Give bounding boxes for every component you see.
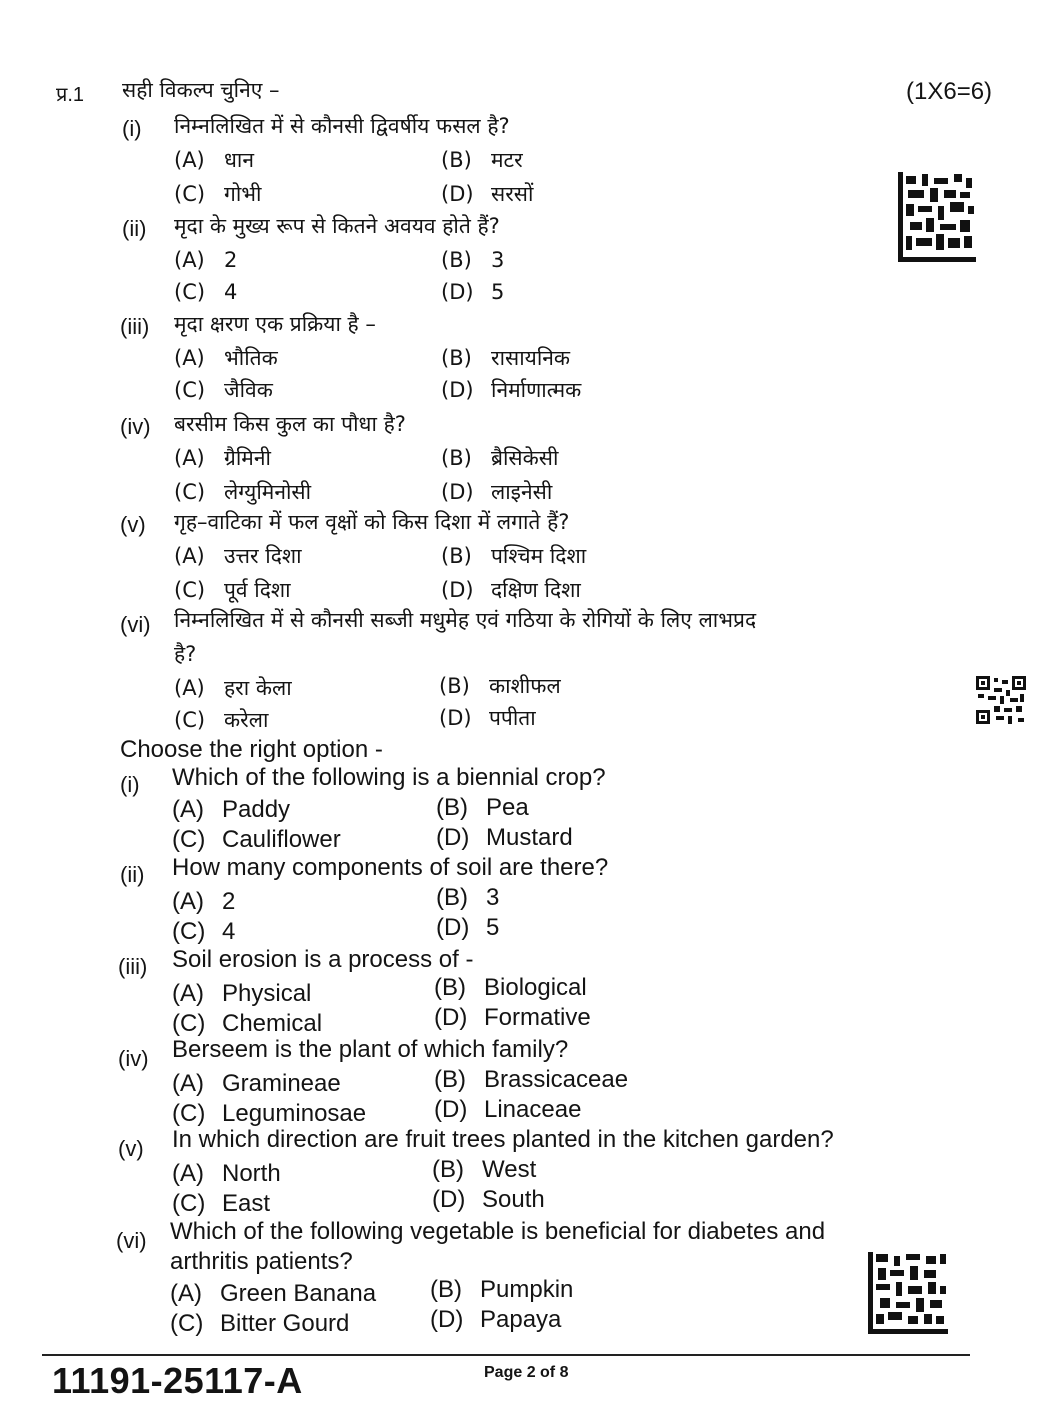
english-q1-option-c <box>172 826 341 854</box>
option-text: Pumpkin <box>480 1276 574 1303</box>
option-label: (A) <box>174 248 205 272</box>
qr-code-right <box>976 676 1026 724</box>
option-label: (A) <box>174 446 205 470</box>
english-q4-option-a <box>172 1070 341 1098</box>
english-q3-option-b <box>434 974 587 1002</box>
option-text: Linaceae <box>484 1096 582 1123</box>
option-text: Leguminosae <box>222 1100 367 1127</box>
english-q6-text: Which of the following vegetable is beneficial for diabetes and <box>170 1218 826 1245</box>
option-text: पपीता <box>489 706 536 730</box>
option-label: (D) <box>441 480 474 504</box>
hindi-q5-option-c <box>174 576 291 604</box>
hindi-q6-option-c <box>174 706 268 734</box>
option-label: (B) <box>441 544 472 568</box>
hindi-q4-option-b <box>441 444 558 472</box>
option-text: उत्तर दिशा <box>224 544 302 568</box>
option-text: 3 <box>491 248 505 272</box>
english-q5-option-c <box>172 1190 270 1218</box>
option-text: जैविक <box>224 378 273 402</box>
english-q5-option-a <box>172 1160 281 1188</box>
option-label: (B) <box>434 974 466 1001</box>
datamatrix-code-top <box>898 172 976 262</box>
hindi-q5-option-d <box>441 576 581 604</box>
option-label: (D) <box>434 1004 468 1031</box>
hindi-q1-option-d <box>441 180 533 208</box>
option-label: (D) <box>436 824 470 851</box>
option-label: (A) <box>172 980 204 1007</box>
question-number: प्र.1 <box>56 84 85 106</box>
english-q2-option-a <box>172 888 235 916</box>
hindi-q6-option-a <box>174 674 292 702</box>
option-text: 4 <box>224 280 238 304</box>
option-text: Formative <box>484 1004 591 1031</box>
english-q6-option-c <box>170 1310 349 1338</box>
paper-code: 11191-25117-A <box>52 1360 303 1401</box>
hindi-instruction: सही विकल्प चुनिए – <box>122 78 280 102</box>
option-label: (D) <box>434 1096 468 1123</box>
hindi-q2-option-b <box>441 248 504 272</box>
hindi-q3-number: (iii) <box>120 314 150 339</box>
english-q2-text: How many components of soil are there? <box>172 854 609 881</box>
english-q6-text-continued: arthritis patients? <box>170 1248 353 1275</box>
hindi-q3-option-b <box>441 344 570 372</box>
option-label: (B) <box>434 1066 466 1093</box>
option-label: (C) <box>172 918 206 945</box>
option-text: East <box>222 1190 271 1217</box>
english-q2-option-d <box>436 914 499 942</box>
english-instruction: Choose the right option - <box>120 736 383 763</box>
option-text: Mustard <box>486 824 573 851</box>
hindi-q5-number: (v) <box>120 512 146 537</box>
hindi-q1-option-c <box>174 180 261 208</box>
hindi-q6-number: (vi) <box>120 612 151 637</box>
option-label: (C) <box>174 280 206 304</box>
option-label: (A) <box>174 346 205 370</box>
option-text: Biological <box>484 974 587 1001</box>
hindi-q2-text: मृदा के मुख्य रूप से कितने अवयव होते हैं? <box>174 214 500 238</box>
hindi-q4-option-a <box>174 444 271 472</box>
option-label: (D) <box>430 1306 464 1333</box>
option-text: Green Banana <box>220 1280 377 1307</box>
option-label: (C) <box>174 480 206 504</box>
option-label: (D) <box>439 706 472 730</box>
option-text: लाइनेसी <box>491 480 553 504</box>
option-label: (C) <box>174 378 206 402</box>
option-label: (A) <box>174 148 205 172</box>
hindi-q4-option-d <box>441 478 552 506</box>
option-label: (B) <box>436 884 468 911</box>
hindi-q4-text: बरसीम किस कुल का पौधा है? <box>174 412 406 436</box>
hindi-q3-option-a <box>174 344 278 372</box>
option-label: (C) <box>174 182 206 206</box>
option-text: पूर्व दिशा <box>224 578 291 602</box>
option-text: Brassicaceae <box>484 1066 629 1093</box>
page-number: Page 2 of 8 <box>484 1364 569 1381</box>
option-text: 5 <box>491 280 505 304</box>
english-q3-option-c <box>172 1010 322 1038</box>
option-label: (B) <box>430 1276 462 1303</box>
option-label: (B) <box>441 148 472 172</box>
option-label: (B) <box>432 1156 464 1183</box>
english-q4-option-b <box>434 1066 628 1094</box>
option-label: (D) <box>441 182 474 206</box>
option-text: Physical <box>222 980 312 1007</box>
option-text: North <box>222 1160 281 1187</box>
hindi-q4-option-c <box>174 478 311 506</box>
option-label: (C) <box>172 1010 206 1037</box>
footer-divider <box>42 1354 970 1356</box>
english-q3-number: (iii) <box>118 954 148 979</box>
option-text: 5 <box>486 914 500 941</box>
option-text: सरसों <box>491 182 534 206</box>
option-label: (C) <box>172 1100 206 1127</box>
option-label: (B) <box>441 446 472 470</box>
option-text: भौतिक <box>224 346 278 370</box>
english-q1-option-a <box>172 796 290 824</box>
option-text: Bitter Gourd <box>220 1310 350 1337</box>
english-q4-option-c <box>172 1100 366 1128</box>
english-q1-text: Which of the following is a biennial crop? <box>172 764 606 791</box>
hindi-q6-option-d <box>439 704 536 732</box>
option-text: Pea <box>486 794 529 821</box>
option-label: (B) <box>439 674 470 698</box>
option-text: 4 <box>222 918 236 945</box>
english-q2-option-b <box>436 884 499 912</box>
option-label: (B) <box>436 794 468 821</box>
hindi-q3-option-d <box>441 376 581 404</box>
option-text: Paddy <box>222 796 291 823</box>
hindi-q1-number: (i) <box>122 116 142 141</box>
datamatrix-code-bottom <box>868 1252 948 1334</box>
option-text: ग्रैमिनी <box>224 446 271 470</box>
option-label: (C) <box>174 708 206 732</box>
english-q3-option-d <box>434 1004 591 1032</box>
option-text: South <box>482 1186 545 1213</box>
english-q4-number: (iv) <box>118 1046 149 1071</box>
option-text: Gramineae <box>222 1070 341 1097</box>
option-label: (A) <box>174 544 205 568</box>
option-label: (A) <box>172 796 204 823</box>
option-text: लेग्युमिनोसी <box>224 480 312 504</box>
hindi-q6-text-continued: है? <box>174 642 197 666</box>
option-label: (D) <box>441 280 474 304</box>
option-label: (C) <box>174 578 206 602</box>
hindi-q2-option-a <box>174 248 237 272</box>
option-label: (B) <box>441 248 472 272</box>
option-label: (C) <box>170 1310 204 1337</box>
english-q1-number: (i) <box>120 772 140 797</box>
hindi-q2-option-c <box>174 280 237 304</box>
option-text: 3 <box>486 884 500 911</box>
option-label: (A) <box>172 1160 204 1187</box>
hindi-q1-option-b <box>441 146 523 174</box>
option-text: Papaya <box>480 1306 562 1333</box>
option-text: करेला <box>224 708 269 732</box>
option-text: Chemical <box>222 1010 323 1037</box>
option-text: काशीफल <box>489 674 561 698</box>
english-q6-option-a <box>170 1280 376 1308</box>
hindi-q3-text: मृदा क्षरण एक प्रक्रिया है – <box>174 312 376 336</box>
option-label: (D) <box>432 1186 466 1213</box>
option-text: ब्रैसिकेसी <box>491 446 559 470</box>
option-label: (D) <box>441 378 474 402</box>
english-q6-number: (vi) <box>116 1228 147 1253</box>
option-text: रासायनिक <box>491 346 571 370</box>
option-text: Cauliflower <box>222 826 341 853</box>
hindi-q5-option-a <box>174 542 302 570</box>
option-text: 2 <box>222 888 236 915</box>
option-text: मटर <box>491 148 523 172</box>
hindi-q5-option-b <box>441 542 586 570</box>
english-q3-option-a <box>172 980 311 1008</box>
option-text: 2 <box>224 248 238 272</box>
english-q6-option-b <box>430 1276 573 1304</box>
hindi-q2-number: (ii) <box>122 216 147 241</box>
english-q5-text: In which direction are fruit trees planted in the kitchen garden? <box>172 1126 834 1153</box>
option-label: (A) <box>170 1280 202 1307</box>
hindi-q5-text: गृह–वाटिका में फल वृक्षों को किस दिशा में लगाते हैं? <box>174 510 570 534</box>
english-q1-option-b <box>436 794 529 822</box>
english-q2-number: (ii) <box>120 862 145 887</box>
marks-label: (1X6=6) <box>906 78 993 105</box>
option-text: निर्माणात्मक <box>491 378 582 402</box>
option-text: हरा केला <box>224 676 292 700</box>
option-label: (C) <box>172 1190 206 1217</box>
english-q6-option-d <box>430 1306 561 1334</box>
option-text: धान <box>224 148 255 172</box>
english-q5-option-b <box>432 1156 536 1184</box>
option-text: दक्षिण दिशा <box>491 578 581 602</box>
hindi-q1-text: निम्नलिखित में से कौनसी द्विवर्षीय फसल है? <box>174 114 510 138</box>
option-label: (A) <box>172 1070 204 1097</box>
hindi-q6-option-b <box>439 672 561 700</box>
option-text: गोभी <box>224 182 262 206</box>
option-label: (D) <box>436 914 470 941</box>
hindi-q6-text: निम्नलिखित में से कौनसी सब्जी मधुमेह एवं गठिया के रोगियों के लिए लाभप्रद <box>174 608 757 632</box>
option-label: (A) <box>174 676 205 700</box>
option-label: (D) <box>441 578 474 602</box>
option-text: पश्चिम दिशा <box>491 544 587 568</box>
english-q4-option-d <box>434 1096 581 1124</box>
hindi-q2-option-d <box>441 280 504 304</box>
english-q3-text: Soil erosion is a process of - <box>172 946 474 973</box>
english-q1-option-d <box>436 824 573 852</box>
hindi-q4-number: (iv) <box>120 414 151 439</box>
english-q4-text: Berseem is the plant of which family? <box>172 1036 569 1063</box>
english-q2-option-c <box>172 918 235 946</box>
option-label: (C) <box>172 826 206 853</box>
english-q5-option-d <box>432 1186 545 1214</box>
option-label: (A) <box>172 888 204 915</box>
hindi-q1-option-a <box>174 146 254 174</box>
option-label: (B) <box>441 346 472 370</box>
english-q5-number: (v) <box>118 1136 144 1161</box>
hindi-q3-option-c <box>174 376 273 404</box>
option-text: West <box>482 1156 537 1183</box>
